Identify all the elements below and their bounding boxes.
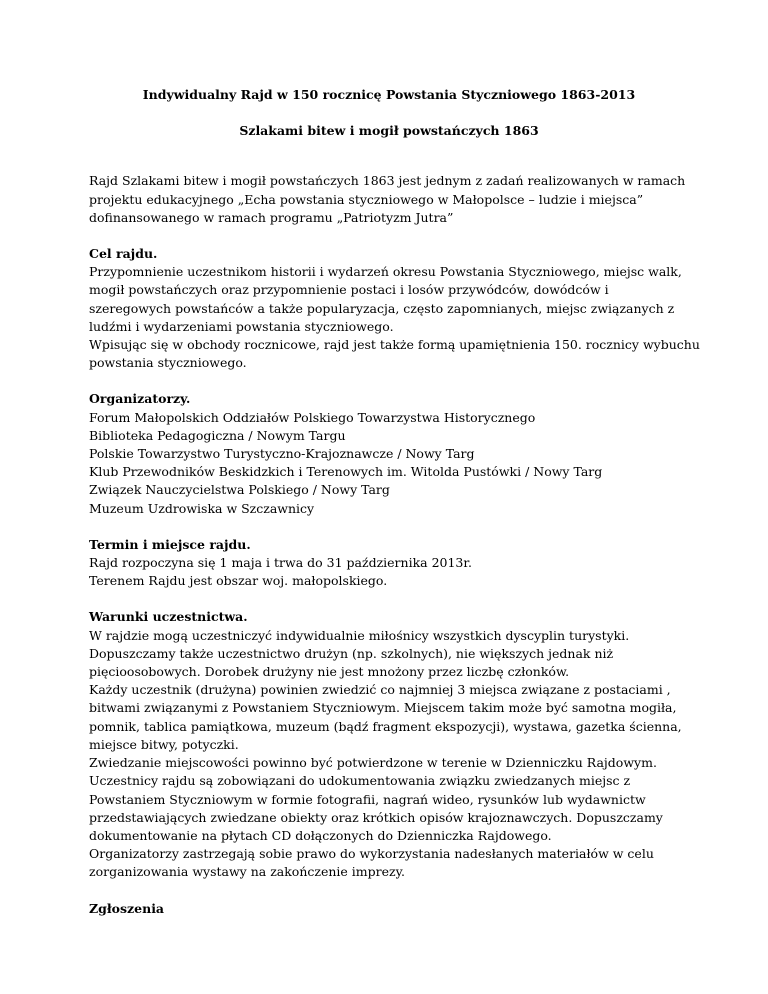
section-line: powstania styczniowego. xyxy=(89,355,247,371)
section-line: bitwami związanymi z Powstaniem Styczniowym. Miejscem takim może być samotna mogiła, xyxy=(89,700,677,716)
section-line: pięcioosobowych. Dorobek drużyny nie jest mnożony przez liczbę członków. xyxy=(89,664,570,680)
intro-paragraph xyxy=(89,172,689,227)
section-cel-rajdu xyxy=(89,245,700,372)
intro-line: dofinansowanego w ramach programu „Patriotyzm Jutra” xyxy=(89,209,454,225)
section-line: przedstawiających zwiedzane obiekty oraz krótkich opisów krajoznawczych. Dopuszczamy xyxy=(89,809,663,825)
organizer-item: Muzeum Uzdrowiska w Szczawnicy xyxy=(89,500,315,516)
section-organizatorzy xyxy=(89,390,689,517)
section-line: Przypomnienie uczestnikom historii i wydarzeń okresu Powstania Styczniowego, miejsc walk, xyxy=(89,264,682,280)
section-line: Dopuszczamy także uczestnictwo drużyn (np. szkolnych), nie większych jednak niż xyxy=(89,645,614,661)
section-line: miejsce bitwy, potyczki. xyxy=(89,736,239,752)
section-warunki xyxy=(89,608,689,881)
section-termin xyxy=(89,536,689,591)
section-line: ludźmi i wydarzeniami powstania styczniowego. xyxy=(89,318,394,334)
section-line: W rajdzie mogą uczestniczyć indywidualnie miłośnicy wszystkich dyscyplin turystyki. xyxy=(89,627,630,643)
section-line: szeregowych powstańców a także popularyzacja, często zapomnianych, miejsc związanych z xyxy=(89,300,675,316)
section-line: Terenem Rajdu jest obszar woj. małopolskiego. xyxy=(89,573,388,589)
section-line: zorganizowania wystawy na zakończenie imprezy. xyxy=(89,864,405,880)
section-line: Zwiedzanie miejscowości powinno być potwierdzone w terenie w Dzienniczku Rajdowym. xyxy=(89,755,657,771)
section-line: Uczestnicy rajdu są zobowiązani do udokumentowania związku zwiedzanych miejsc z xyxy=(89,773,631,789)
section-heading: Cel rajdu. xyxy=(89,246,158,262)
section-line: Powstaniem Styczniowym w formie fotografii, nagrań wideo, rysunków lub wydawnictw xyxy=(89,791,646,807)
organizer-item: Polskie Towarzystwo Turystyczno-Krajoznawcze / Nowy Targ xyxy=(89,446,475,462)
section-line: Rajd rozpoczyna się 1 maja i trwa do 31 października 2013r. xyxy=(89,555,472,571)
section-line: pomnik, tablica pamiątkowa, muzeum (bądź fragment ekspozycji), wystawa, gazetka ścienna, xyxy=(89,718,682,734)
section-zgloszenia xyxy=(89,900,689,918)
organizer-item: Biblioteka Pedagogiczna / Nowym Targu xyxy=(89,427,346,443)
organizer-item: Klub Przewodników Beskidzkich i Terenowych im. Witolda Pustówki / Nowy Targ xyxy=(89,464,603,480)
document-title: Indywidualny Rajd w 150 rocznicę Powstania Styczniowego 1863-2013 xyxy=(142,87,636,102)
section-heading: Termin i miejsce rajdu. xyxy=(89,536,251,552)
section-line: mogił powstańczych oraz przypomnienie postaci i losów przywódców, dowódców i xyxy=(89,282,609,298)
section-heading: Zgłoszenia xyxy=(89,900,165,916)
section-line: Każdy uczestnik (drużyna) powinien zwiedzić co najmniej 3 miejsca związane z postaciami , xyxy=(89,682,671,698)
intro-line: Rajd Szlakami bitew i mogił powstańczych 1863 jest jednym z zadań realizowanych w ramach xyxy=(89,173,686,189)
document-subtitle: Szlakami bitew i mogił powstańczych 1863 xyxy=(239,123,539,139)
document-page xyxy=(89,86,700,918)
section-heading: Organizatorzy. xyxy=(89,391,191,407)
section-line: Organizatorzy zastrzegają sobie prawo do wykorzystania nadesłanych materiałów w celu xyxy=(89,846,654,862)
section-line: dokumentowanie na płytach CD dołączonych do Dzienniczka Rajdowego. xyxy=(89,827,552,843)
intro-line: projektu edukacyjnego „Echa powstania styczniowego w Małopolsce – ludzie i miejsca” xyxy=(89,191,644,207)
organizer-item: Związek Nauczycielstwa Polskiego / Nowy Targ xyxy=(89,482,390,498)
organizer-item: Forum Małopolskich Oddziałów Polskiego Towarzystwa Historycznego xyxy=(89,409,536,425)
section-line: Wpisując się w obchody rocznicowe, rajd jest także formą upamiętnienia 150. rocznicy wybuchu xyxy=(89,337,700,353)
section-heading: Warunki uczestnictwa. xyxy=(89,609,248,625)
